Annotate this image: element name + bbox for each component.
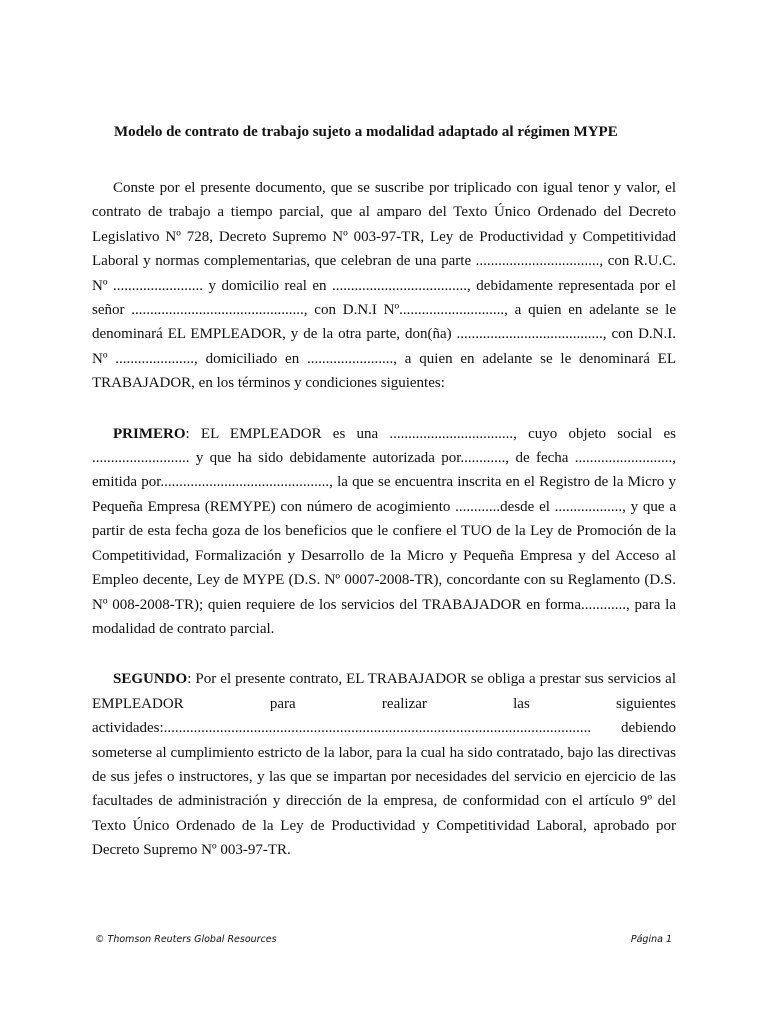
clause-label: PRIMERO: [113, 425, 186, 442]
footer-page-number: Página 1: [630, 934, 672, 945]
intro-paragraph: Conste por el presente documento, que se suscribe por triplicado con igual tenor y valor, el contrato de trabajo a tiempo parcial, que al amparo del Texto Único Ordenado del Decreto Legislativo Nº 728, Decreto Supremo Nº 003-97-TR, Ley de Productividad y Competitividad Laboral y normas complementarias, que celebran de una parte ................................., con R.U.C. Nº ........................ y domicilio real en ...................................., debidamente representada por el señor .............................................., con D.N.I Nº............................, a quien en adelante se le denominará EL EMPLEADOR, y de la otra parte, don(ña) ......................................., con D.N.I. Nº ....................., domiciliado en ......................., a quien en adelante se le denominará EL TRABAJADOR, en los términos y condiciones siguientes:: [92, 180, 676, 392]
clause-text: : Por el presente contrato, EL TRABAJADOR se obliga a prestar sus servicios al EMPLEADOR para realizar las siguientes actividades:.................................................................................................................. debiendo someterse al cumplimiento estricto de la labor, para la cual ha sido contratado, bajo las directivas de sus jefes o instructores, y las que se impartan por necesidades del servicio en ejercicio de las facultades de administración y dirección de la empresa, de conformidad con el artículo 9º del Texto Único Ordenado de la Ley de Productividad y Competitividad Laboral, aprobado por Decreto Supremo Nº 003-97-TR.: [92, 671, 676, 859]
document-title: Modelo de contrato de trabajo sujeto a modalidad adaptado al régimen MYPE: [114, 124, 618, 140]
clause-primero: [92, 422, 676, 642]
document-body: [92, 176, 676, 863]
clause-text: : EL EMPLEADOR es una ................................., cuyo objeto social es .......................... y que ha sido debidamente autorizada por............, de fecha .........................., emitida por............................................., la que se encuentra inscrita en el Registro de la Micro y Pequeña Empresa (REMYPE) con número de acogimiento ............desde el .................., y que a partir de esta fecha goza de los beneficios que le confiere el TUO de la Ley de Promoción de la Competitividad, Formalización y Desarrollo de la Micro y Pequeña Empresa y del Acceso al Empleo decente, Ley de MYPE (D.S. Nº 0007-2008-TR), concordante con su Reglamento (D.S. Nº 008-2008-TR); quien requiere de los servicios del TRABAJADOR en forma............, para la modalidad de contrato parcial.: [92, 425, 676, 637]
footer-copyright: © Thomson Reuters Global Resources: [95, 934, 277, 945]
clause-segundo: [92, 667, 676, 862]
clause-label: SEGUNDO: [113, 671, 188, 688]
